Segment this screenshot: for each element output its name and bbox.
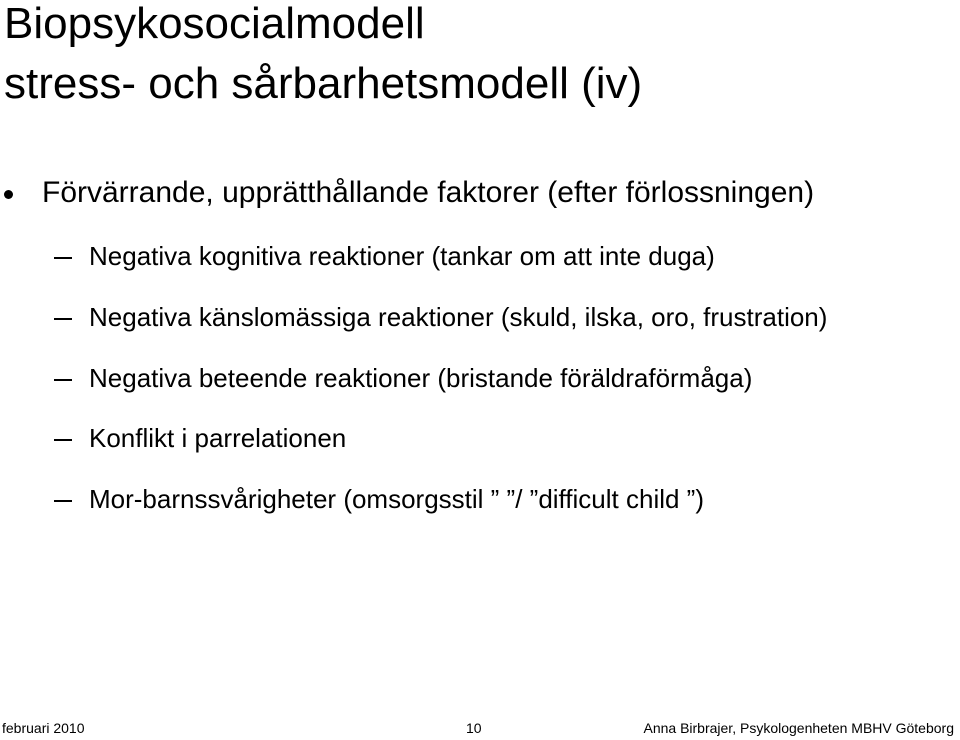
footer-author: Anna Birbrajer, Psykologenheten MBHV Göteborg: [643, 720, 954, 736]
dash-icon: [54, 439, 72, 441]
sub-item: [0, 358, 960, 398]
sub-item-text: Negativa känslomässiga reaktioner (skuld, ilska, oro, frustration): [89, 302, 828, 332]
main-bullet: [0, 170, 960, 216]
sub-item-text: Mor-barnssvårigheter (omsorgsstil ” ”/ ”difficult child ”): [89, 484, 704, 514]
bullet-dot-icon: [4, 190, 13, 199]
sub-item-text: Konflikt i parrelationen: [89, 423, 347, 453]
sub-item-text: Negativa beteende reaktioner (bristande föräldraförmåga): [89, 363, 753, 393]
dash-icon: [54, 257, 72, 259]
sub-item-text: Negativa kognitiva reaktioner (tankar om att inte duga): [89, 241, 715, 271]
sub-item: [0, 479, 960, 519]
sub-item: [0, 297, 960, 337]
footer-page-number: 10: [466, 720, 482, 736]
slide-title: [4, 0, 642, 114]
dash-icon: [54, 379, 72, 381]
sub-item: [0, 418, 960, 458]
dash-icon: [54, 318, 72, 320]
sub-item: [0, 236, 960, 276]
dash-icon: [54, 500, 72, 502]
slide-title-line-2: stress- och sårbarhetsmodell (iv): [4, 59, 643, 108]
footer-date: februari 2010: [2, 720, 85, 736]
slide-title-line-1: Biopsykosocialmodell: [4, 0, 425, 48]
main-bullet-text: Förvärrande, upprätthållande faktorer (efter förlossningen): [42, 176, 815, 209]
